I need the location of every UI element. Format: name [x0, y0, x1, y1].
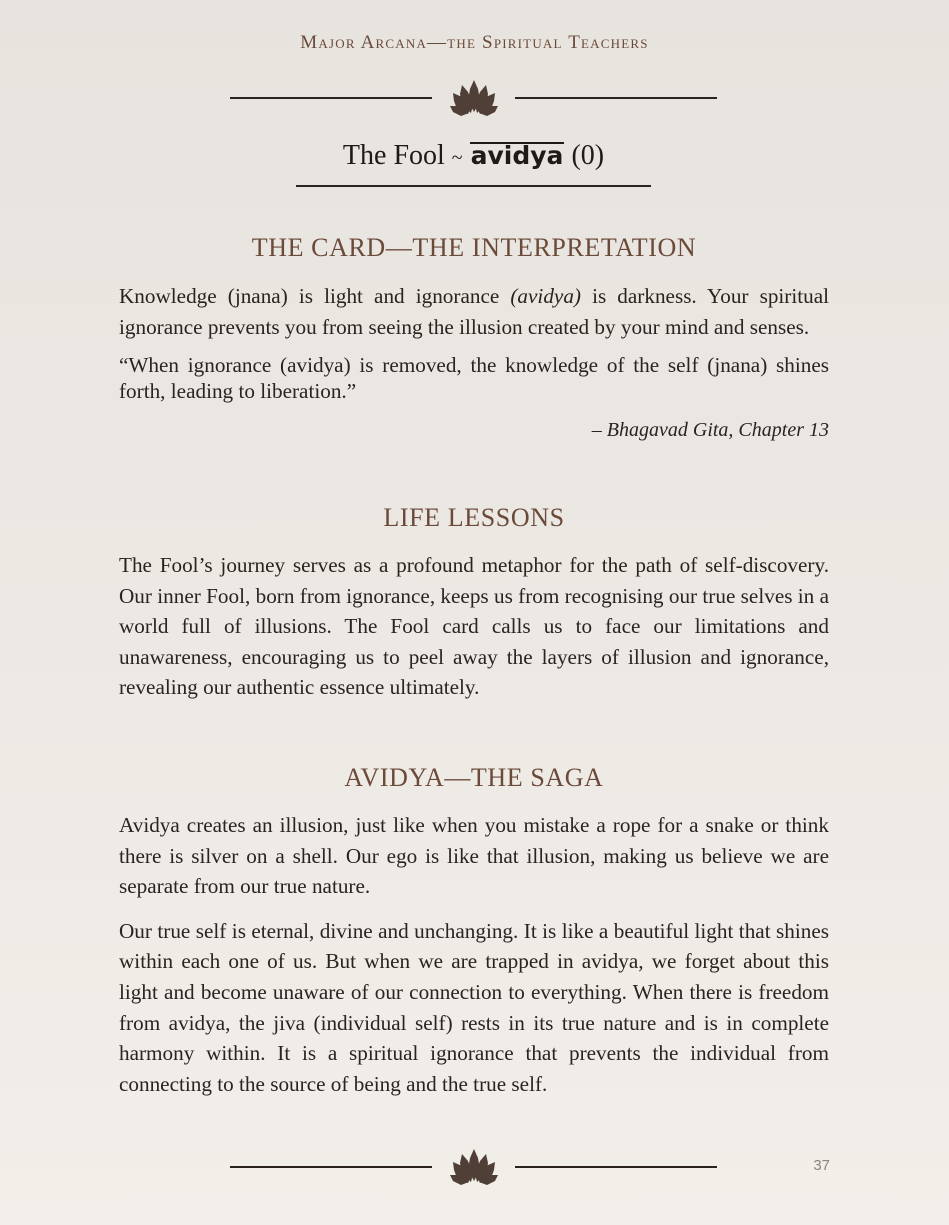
- top-ornament: [230, 78, 717, 118]
- card-number: (0): [571, 140, 605, 171]
- section-heading: AVIDYA—THE SAGA: [344, 763, 604, 792]
- title-separator: ~: [451, 147, 463, 169]
- paragraph: Avidya creates an illusion, just like when you mistake a rope for a snake or think there is silver on a shell. Our ego is like that illusion, making us believe we are separate from our true nature.: [119, 813, 829, 899]
- section-heading: THE CARD—THE INTERPRETATION: [251, 233, 697, 262]
- paragraph: Our true self is eternal, divine and unchanging. It is like a beautiful light that shines within each one of us. But when we are trapped in avidya, we forget about this light and become unaware of our connection to everything. When there is freedom from avidya, the jiva (individual self) rests in its true nature and is in complete harmony within. It is a spiritual ignorance that prevents the individual from connecting to the source of being and the true self.: [119, 918, 829, 1096]
- section-life-lessons: [119, 502, 829, 703]
- divider-line-left: [230, 1166, 432, 1168]
- lotus-icon: [448, 1147, 500, 1187]
- divider-line-right: [515, 1166, 717, 1168]
- section-avidya-saga: [119, 762, 829, 1099]
- divider-line-left: [230, 97, 432, 99]
- card-title: [296, 138, 651, 176]
- card-title-english: The Fool: [342, 140, 445, 171]
- card-title-sanskrit: avidya: [470, 141, 564, 170]
- paragraph-text: Knowledge (jnana) is light and ignorance: [119, 284, 511, 308]
- running-head: Major Arcana—the Spiritual Teachers: [300, 32, 649, 53]
- page-number: 37: [813, 1157, 830, 1174]
- quote: “When ignorance (avidya) is removed, the knowledge of the self (jnana) shines forth, leading to liberation.”: [119, 353, 829, 404]
- italic-term: (avidya): [510, 284, 581, 308]
- section-heading: LIFE LESSONS: [383, 503, 565, 532]
- paragraph: [119, 281, 829, 342]
- paragraph: The Fool’s journey serves as a profound metaphor for the path of self-discovery. Our inner Fool, born from ignorance, keeps us from recognising our true selves in a world full of illusions. The Fool card calls us to face our limitations and unawareness, encouraging us to peel away the layers of illusion and ignorance, revealing our authentic essence ultimately.: [119, 553, 829, 700]
- section-interpretation: [119, 232, 829, 444]
- paragraph-text: is darkness. Your spiritual ignorance prevents you from seeing the illusion created by your mind and senses.: [119, 284, 830, 339]
- divider-line-right: [515, 97, 717, 99]
- card-title-block: [296, 138, 651, 187]
- quote-attribution: – Bhagavad Gita, Chapter 13: [591, 419, 829, 442]
- bottom-ornament: [230, 1147, 717, 1187]
- title-underline: [296, 185, 651, 187]
- lotus-icon: [448, 78, 500, 118]
